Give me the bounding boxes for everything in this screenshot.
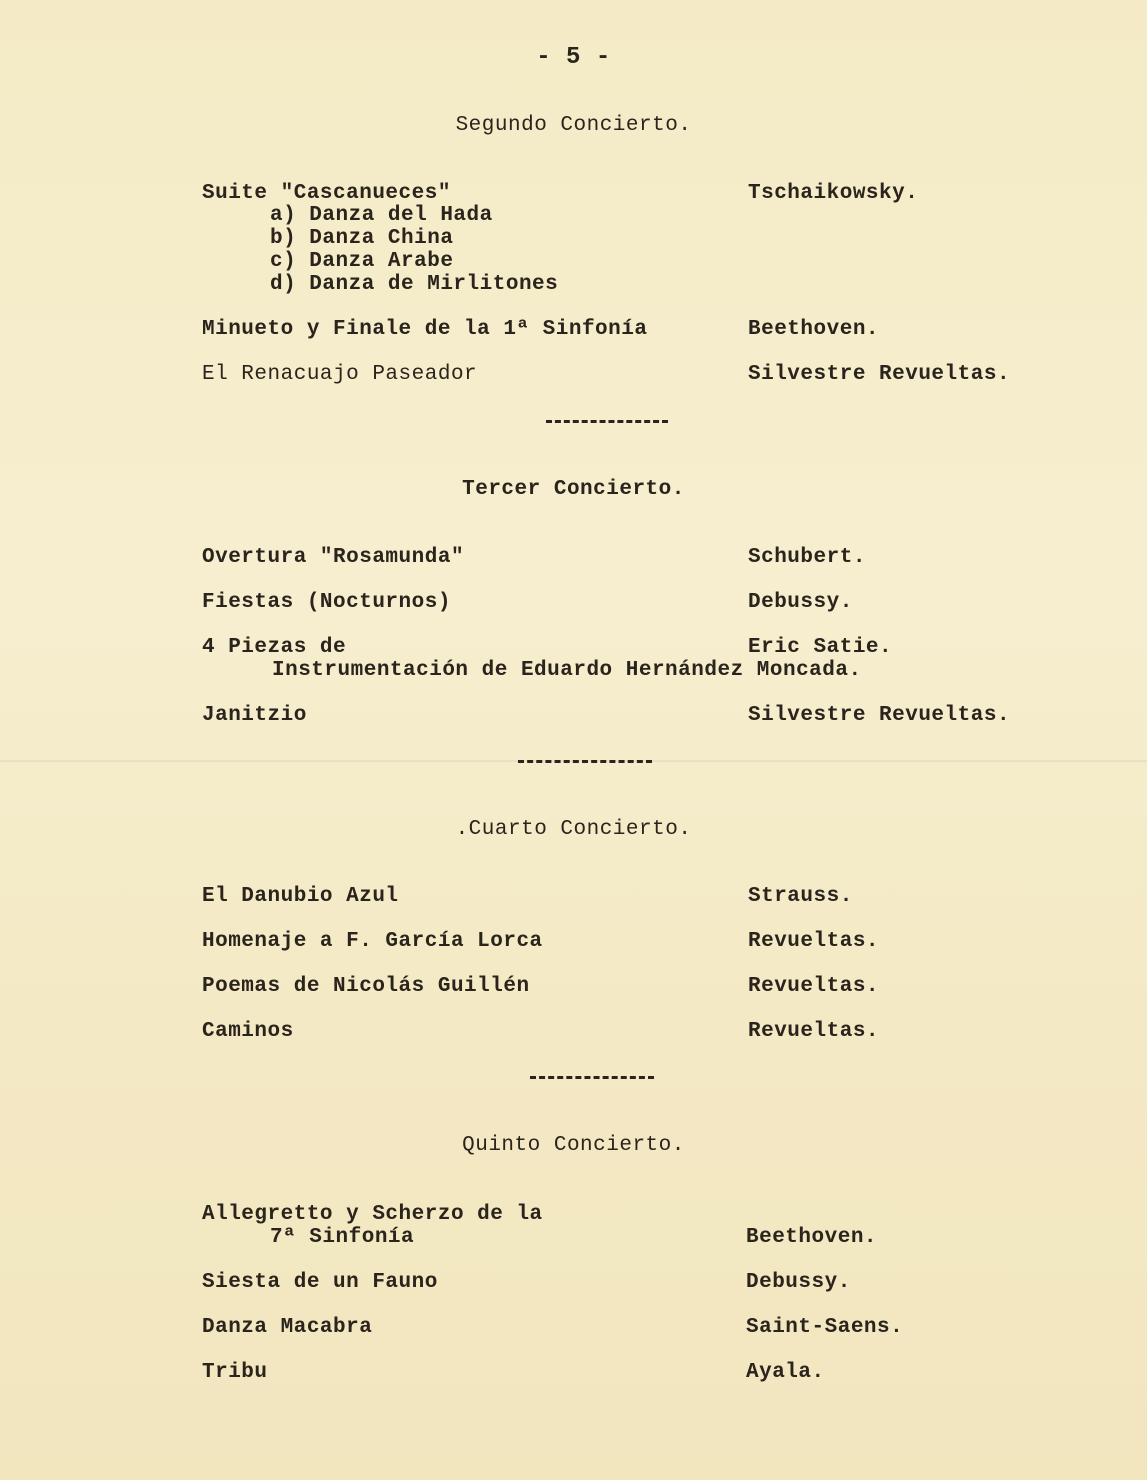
work-title: Overtura "Rosamunda" [202, 546, 465, 569]
composer: Debussy. [746, 1271, 851, 1294]
composer: Beethoven. [748, 318, 880, 341]
work-title: 4 Piezas de [202, 636, 347, 659]
composer: Ayala. [746, 1361, 825, 1384]
concert-title-5: Quinto Concierto. [462, 1134, 685, 1157]
work-title: Homenaje a F. García Lorca [202, 930, 543, 953]
work-title: El Danubio Azul [202, 885, 399, 908]
work-title: Tribu [202, 1361, 268, 1384]
work-title: Suite "Cascanueces" [202, 182, 451, 205]
section-divider [530, 1076, 654, 1082]
work-title: El Renacuajo Paseador [202, 363, 478, 386]
work-title: Caminos [202, 1020, 294, 1043]
composer: Silvestre Revueltas. [748, 704, 1011, 727]
section-divider [546, 420, 668, 426]
work-subtitle: 7ª Sinfonía [270, 1226, 415, 1249]
concert-title-4: .Cuarto Concierto. [455, 818, 692, 841]
sub-movement: c) Danza Arabe [270, 250, 454, 273]
page-number: - 5 - [536, 44, 611, 71]
work-subtitle: Instrumentación de Eduardo Hernández Moncada. [272, 659, 862, 682]
composer: Revueltas. [748, 975, 880, 998]
composer: Beethoven. [746, 1226, 878, 1249]
section-divider [518, 760, 652, 766]
composer: Eric Satie. [748, 636, 893, 659]
work-title: Siesta de un Fauno [202, 1271, 438, 1294]
sub-movement: b) Danza China [270, 227, 454, 250]
composer: Tschaikowsky. [748, 182, 919, 205]
work-title: Danza Macabra [202, 1316, 373, 1339]
composer: Saint-Saens. [746, 1316, 904, 1339]
work-title: Minueto y Finale de la 1ª Sinfonía [202, 318, 648, 341]
composer: Schubert. [748, 546, 866, 569]
composer: Revueltas. [748, 1020, 880, 1043]
work-title: Allegretto y Scherzo de la [202, 1203, 543, 1226]
sub-movement: a) Danza del Hada [270, 204, 493, 227]
composer: Strauss. [748, 885, 853, 908]
composer: Silvestre Revueltas. [748, 363, 1011, 386]
composer: Revueltas. [748, 930, 880, 953]
work-title: Poemas de Nicolás Guillén [202, 975, 530, 998]
composer: Debussy. [748, 591, 853, 614]
work-title: Fiestas (Nocturnos) [202, 591, 451, 614]
sub-movement: d) Danza de Mirlitones [270, 273, 559, 296]
concert-title-2: Segundo Concierto. [455, 114, 692, 137]
work-title: Janitzio [202, 704, 307, 727]
concert-title-3: Tercer Concierto. [462, 478, 685, 501]
